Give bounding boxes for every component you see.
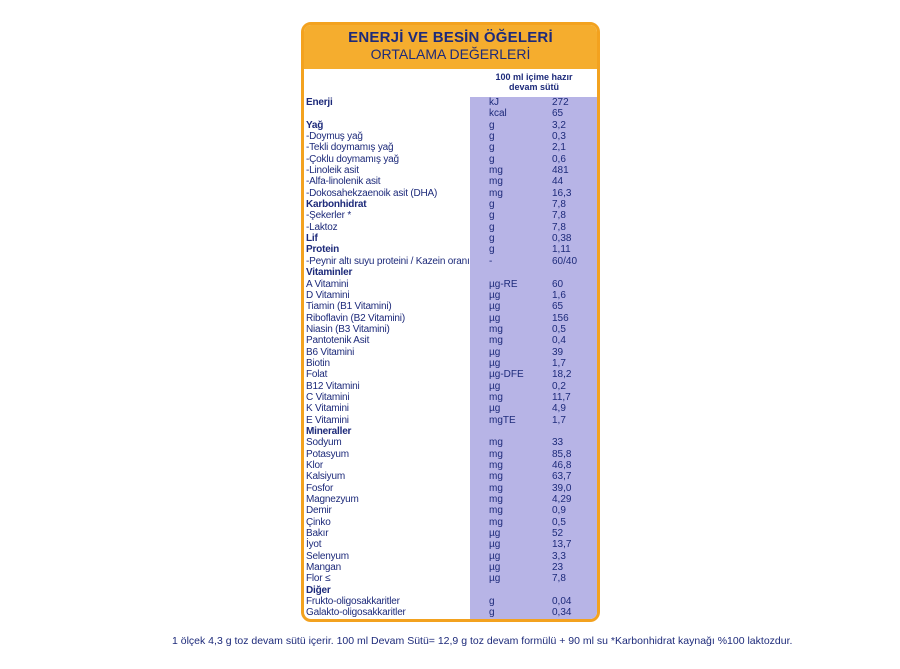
nutrient-value: 3,2 bbox=[552, 119, 566, 131]
nutrient-value: 1,7 bbox=[552, 414, 566, 426]
nutrient-value: 7,8 bbox=[552, 199, 566, 211]
nutrient-row bbox=[306, 449, 598, 460]
nutrient-row bbox=[306, 596, 598, 607]
nutrient-row bbox=[306, 539, 598, 550]
nutrient-unit: g bbox=[489, 596, 495, 608]
nutrient-unit: g bbox=[489, 221, 495, 233]
nutrient-row bbox=[306, 233, 598, 244]
nutrient-name: Magnezyum bbox=[306, 494, 359, 506]
nutrient-row bbox=[306, 381, 598, 392]
nutrient-row bbox=[306, 108, 598, 119]
nutrient-name: Klor bbox=[306, 460, 323, 471]
nutrient-value: 16,3 bbox=[552, 187, 572, 199]
nutrient-unit: g bbox=[489, 244, 495, 256]
nutrient-name: Pantotenik Asit bbox=[306, 335, 370, 347]
nutrient-row bbox=[306, 154, 598, 165]
nutrient-value: 7,8 bbox=[552, 210, 566, 222]
nutrient-name: Biotin bbox=[306, 357, 330, 369]
nutrient-name: Tiamin (B1 Vitamini) bbox=[306, 301, 392, 313]
nutrient-unit: - bbox=[489, 255, 493, 267]
nutrient-name: Mineraller bbox=[306, 425, 352, 437]
nutrient-unit: mg bbox=[489, 516, 503, 528]
nutrient-unit: g bbox=[489, 131, 495, 143]
nutrient-row bbox=[306, 313, 598, 324]
nutrient-name: E Vitamini bbox=[306, 414, 349, 426]
nutrient-name: Frukto-oligosakkaritler bbox=[306, 596, 400, 608]
nutrient-unit: mg bbox=[489, 176, 503, 188]
nutrient-name: Riboflavin (B2 Vitamini) bbox=[306, 312, 405, 324]
nutrient-unit: g bbox=[489, 153, 495, 165]
nutrient-unit: g bbox=[489, 199, 495, 211]
nutrient-value: 156 bbox=[552, 312, 569, 324]
nutrient-value: 0,9 bbox=[552, 505, 566, 517]
nutrient-row bbox=[306, 176, 598, 187]
nutrient-value: 3,3 bbox=[552, 550, 566, 562]
nutrient-row bbox=[306, 551, 598, 562]
nutrient-row bbox=[306, 290, 598, 301]
nutrient-row bbox=[306, 301, 598, 312]
nutrient-value: 4,9 bbox=[552, 403, 566, 415]
nutrient-unit: µg bbox=[489, 301, 501, 313]
table-header bbox=[304, 25, 597, 69]
column-header-line2: devam sütü bbox=[508, 82, 559, 92]
column-header-line1: 100 ml içime hazır bbox=[495, 72, 573, 82]
nutrient-name: Niasin (B3 Vitamini) bbox=[306, 323, 390, 335]
nutrient-row bbox=[306, 562, 598, 573]
nutrient-value: 85,8 bbox=[552, 448, 572, 460]
nutrient-row bbox=[306, 267, 598, 278]
nutrient-row bbox=[306, 369, 598, 380]
nutrient-unit: mg bbox=[489, 494, 503, 506]
nutrient-value: 46,8 bbox=[552, 460, 572, 471]
nutrient-unit: mg bbox=[489, 335, 503, 347]
nutrient-row bbox=[306, 403, 598, 414]
nutrient-value: 63,7 bbox=[552, 471, 572, 483]
nutrient-name: -Peynir altı suyu proteini / Kazein oranı bbox=[306, 255, 470, 267]
nutrient-value: 0,38 bbox=[552, 233, 572, 245]
nutrient-unit: µg bbox=[489, 539, 501, 551]
nutrient-value: 11,7 bbox=[552, 391, 571, 403]
nutrient-unit: mgTE bbox=[489, 414, 516, 426]
nutrient-row bbox=[306, 335, 598, 346]
nutrient-row bbox=[306, 573, 598, 584]
nutrient-row bbox=[306, 324, 598, 335]
nutrient-name: İyot bbox=[306, 539, 322, 551]
nutrient-row bbox=[306, 528, 598, 539]
nutrient-row bbox=[306, 415, 598, 426]
nutrient-value: 1,6 bbox=[552, 289, 566, 301]
nutrient-unit: µg bbox=[489, 562, 501, 574]
nutrient-unit: µg-DFE bbox=[489, 369, 524, 381]
nutrient-unit: mg bbox=[489, 323, 503, 335]
nutrient-row bbox=[306, 210, 598, 221]
nutrient-rows bbox=[306, 97, 598, 619]
nutrient-unit: µg bbox=[489, 346, 501, 358]
table-title: ENERJİ VE BESİN ÖĞELERİ bbox=[348, 29, 553, 46]
nutrient-unit: kcal bbox=[489, 108, 507, 120]
nutrient-unit: mg bbox=[489, 460, 503, 471]
nutrient-unit: mg bbox=[489, 448, 503, 460]
nutrient-name: Demir bbox=[306, 505, 332, 517]
nutrient-row bbox=[306, 471, 598, 482]
nutrient-value: 65 bbox=[552, 108, 564, 120]
nutrient-unit: mg bbox=[489, 391, 503, 403]
nutrient-unit: µg bbox=[489, 380, 501, 392]
nutrient-name: B6 Vitamini bbox=[306, 346, 355, 358]
nutrient-name: Fosfor bbox=[306, 482, 334, 494]
nutrient-unit: kJ bbox=[489, 97, 499, 108]
nutrient-row bbox=[306, 494, 598, 505]
nutrient-unit: µg bbox=[489, 289, 501, 301]
nutrient-row bbox=[306, 392, 598, 403]
nutrient-value: 65 bbox=[552, 301, 564, 313]
nutrient-name: Vitaminler bbox=[306, 267, 353, 279]
nutrient-unit: µg bbox=[489, 528, 501, 540]
nutrient-unit: µg bbox=[489, 403, 501, 415]
nutrient-value: 13,7 bbox=[552, 539, 572, 551]
nutrient-name: Potasyum bbox=[306, 448, 349, 460]
nutrient-unit: µg bbox=[489, 573, 501, 585]
nutrient-value: 23 bbox=[552, 562, 564, 574]
nutrient-row bbox=[306, 358, 598, 369]
nutrient-row bbox=[306, 279, 598, 290]
nutrient-row bbox=[306, 483, 598, 494]
nutrient-unit: µg bbox=[489, 550, 501, 562]
nutrient-value: 0,34 bbox=[552, 607, 572, 619]
nutrient-name: Enerji bbox=[306, 97, 333, 108]
nutrient-name: Galakto-oligosakkaritler bbox=[306, 607, 406, 619]
nutrient-row bbox=[306, 131, 598, 142]
nutrient-name: Çinko bbox=[306, 516, 331, 528]
nutrient-row bbox=[306, 199, 598, 210]
nutrient-name: -Linoleik asit bbox=[306, 165, 359, 177]
nutrient-row bbox=[306, 426, 598, 437]
nutrient-unit: mg bbox=[489, 505, 503, 517]
nutrient-unit: mg bbox=[489, 437, 503, 449]
nutrient-value: 0,04 bbox=[552, 596, 572, 608]
nutrient-row bbox=[306, 142, 598, 153]
nutrient-name: -Çoklu doymamış yağ bbox=[306, 153, 399, 165]
nutrient-value: 44 bbox=[552, 176, 564, 188]
nutrient-name: -Dokosahekzaenoik asit (DHA) bbox=[306, 187, 438, 199]
nutrient-value: 39,0 bbox=[552, 482, 572, 494]
nutrient-name: Mangan bbox=[306, 562, 341, 574]
nutrient-value: 0,2 bbox=[552, 380, 566, 392]
nutrient-unit: g bbox=[489, 607, 495, 619]
nutrient-unit: g bbox=[489, 210, 495, 222]
footnote: 1 ölçek 4,3 g toz devam sütü içerir. 100 ml Devam Sütü= 12,9 g toz devam formülü + 90 ml su *Karbonhidrat kaynağı %100 laktozdur. bbox=[172, 635, 793, 647]
nutrient-unit: mg bbox=[489, 187, 503, 199]
nutrient-value: 18,2 bbox=[552, 369, 572, 381]
nutrient-name: Selenyum bbox=[306, 550, 349, 562]
nutrient-unit: g bbox=[489, 142, 495, 154]
nutrient-name: -Laktoz bbox=[306, 221, 338, 233]
nutrient-name: A Vitamini bbox=[306, 278, 349, 290]
nutrient-unit: µg bbox=[489, 312, 501, 324]
nutrient-unit: mg bbox=[489, 165, 503, 177]
nutrient-row bbox=[306, 120, 598, 131]
nutrient-unit: mg bbox=[489, 471, 503, 483]
nutrient-name: D Vitamini bbox=[306, 289, 350, 301]
nutrient-row bbox=[306, 517, 598, 528]
nutrition-table-card bbox=[301, 22, 600, 622]
nutrient-unit: g bbox=[489, 233, 495, 245]
nutrient-name: -Tekli doymamış yağ bbox=[306, 142, 394, 154]
nutrient-row bbox=[306, 222, 598, 233]
nutrient-row bbox=[306, 244, 598, 255]
nutrient-row bbox=[306, 165, 598, 176]
nutrient-value: 0,6 bbox=[552, 153, 566, 165]
nutrient-value: 52 bbox=[552, 528, 564, 540]
nutrient-row bbox=[306, 188, 598, 199]
nutrient-row bbox=[306, 607, 598, 618]
nutrient-value: 1,7 bbox=[552, 357, 566, 369]
nutrient-value: 272 bbox=[552, 97, 569, 108]
nutrient-value: 39 bbox=[552, 346, 564, 358]
nutrient-name: -Şekerler * bbox=[306, 210, 352, 222]
nutrient-value: 33 bbox=[552, 437, 564, 449]
nutrient-value: 2,1 bbox=[552, 142, 566, 154]
nutrient-unit: µg-RE bbox=[489, 278, 518, 290]
nutrient-name: -Doymuş yağ bbox=[306, 131, 363, 143]
nutrient-row bbox=[306, 256, 598, 267]
nutrient-value: 60/40 bbox=[552, 255, 578, 267]
nutrient-name: Folat bbox=[306, 369, 328, 381]
nutrient-value: 0,3 bbox=[552, 131, 566, 143]
nutrient-row bbox=[306, 97, 598, 108]
column-header bbox=[479, 72, 589, 92]
nutrient-row bbox=[306, 585, 598, 596]
nutrient-name: Protein bbox=[306, 244, 340, 256]
nutrient-value: 7,8 bbox=[552, 573, 566, 585]
nutrient-name: Lif bbox=[306, 233, 318, 245]
nutrient-name: Sodyum bbox=[306, 437, 342, 449]
nutrient-unit: µg bbox=[489, 357, 501, 369]
nutrient-value: 7,8 bbox=[552, 221, 566, 233]
nutrient-value: 1,11 bbox=[552, 244, 571, 256]
nutrient-row bbox=[306, 505, 598, 516]
nutrient-name: K Vitamini bbox=[306, 403, 349, 415]
nutrient-value: 4,29 bbox=[552, 494, 572, 506]
nutrient-row bbox=[306, 437, 598, 448]
nutrient-unit: g bbox=[489, 119, 495, 131]
nutrient-value: 60 bbox=[552, 278, 564, 290]
nutrient-row bbox=[306, 347, 598, 358]
nutrient-name: Flor ≤ bbox=[306, 573, 331, 585]
table-subtitle: ORTALAMA DEĞERLERİ bbox=[370, 46, 531, 62]
nutrient-value: 481 bbox=[552, 165, 569, 177]
nutrient-name: Diğer bbox=[306, 584, 331, 596]
nutrient-name: -Alfa-linolenik asit bbox=[306, 176, 381, 188]
nutrient-value: 0,4 bbox=[552, 335, 566, 347]
nutrient-name: Kalsiyum bbox=[306, 471, 345, 483]
nutrient-value: 0,5 bbox=[552, 516, 566, 528]
nutrient-name: Karbonhidrat bbox=[306, 199, 367, 211]
nutrient-name: B12 Vitamini bbox=[306, 380, 360, 392]
nutrient-value: 0,5 bbox=[552, 323, 566, 335]
nutrient-name: Yağ bbox=[306, 119, 324, 131]
nutrient-name: C Vitamini bbox=[306, 391, 350, 403]
nutrient-name: Bakır bbox=[306, 528, 329, 540]
nutrient-row bbox=[306, 460, 598, 471]
nutrient-unit: mg bbox=[489, 482, 503, 494]
